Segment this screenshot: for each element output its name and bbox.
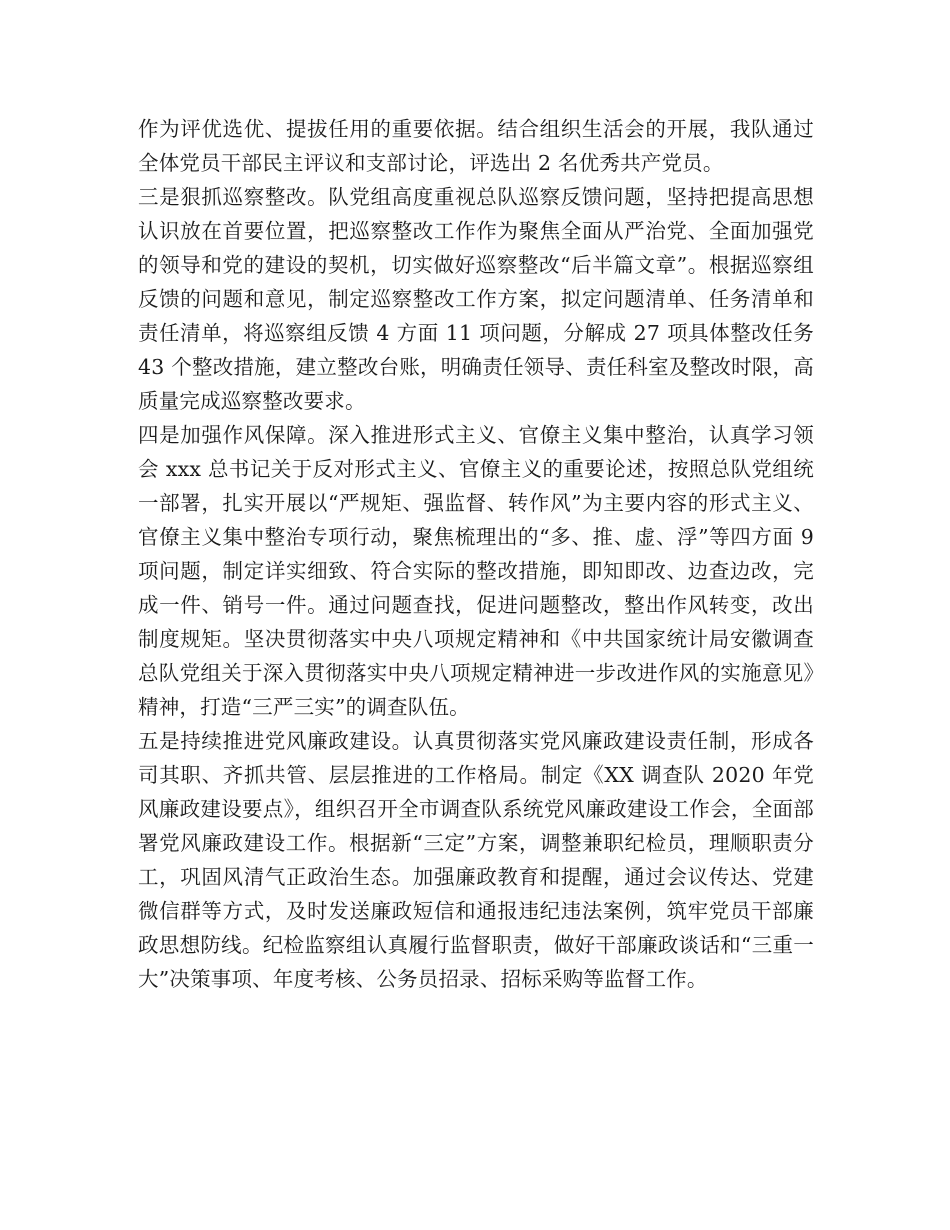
paragraph-work-style: 四是加强作风保障。深入推进形式主义、官僚主义集中整治，认真学习领会 xxx 总书记关于反对形式主义、官僚主义的重要论述，按照总队党组统一部署，扎实开展以“严规矩、强监督、转作风”为主要内容的形式主义、官僚主义集中整治专项行动，聚焦梳理出的“多、推、虚、浮”等四方面 9 项问题，制定详实细致、符合实际的整改措施，即知即改、边查边改，完成一件、销号一件。通过问题查找，促进问题整改，整出作风转变，改出制度规矩。坚决贯彻落实中央八项规定精神和《中共国家统计局安徽调查总队党组关于深入贯彻落实中央八项规定精神进一步改进作风的实施意见》精神，打造“三严三实”的调查队伍。	[138, 423, 814, 719]
paragraph-inspection-rectification: 三是狠抓巡察整改。队党组高度重视总队巡察反馈问题，坚持把提高思想认识放在首要位置，把巡察整改工作作为聚焦全面从严治党、全面加强党的领导和党的建设的契机，切实做好巡察整改“后半篇文章”。根据巡察组反馈的问题和意见，制定巡察整改工作方案，拟定问题清单、任务清单和责任清单，将巡察组反馈 4 方面 11 项问题，分解成 27 项具体整改任务 43 个整改措施，建立整改台账，明确责任领导、责任科室及整改时限，高质量完成巡察整改要求。	[138, 185, 814, 413]
paragraph-excellent-members: 作为评优选优、提拔任用的重要依据。结合组织生活会的开展，我队通过全体党员干部民主评议和支部讨论，评选出 2 名优秀共产党员。	[138, 117, 814, 175]
paragraph-clean-governance: 五是持续推进党风廉政建设。认真贯彻落实党风廉政建设责任制，形成各司其职、齐抓共管、层层推进的工作格局。制定《XX 调查队 2020 年党风廉政建设要点》，组织召开全市调查队系统党风廉政建设工作会，全面部署党风廉政建设工作。根据新“三定”方案，调整兼职纪检员，理顺职责分工，巩固风清气正政治生态。加强廉政教育和提醒，通过会议传达、党建微信群等方式，及时发送廉政短信和通报违纪违法案例，筑牢党员干部廉政思想防线。纪检监察组认真履行监督职责，做好干部廉政谈话和“三重一大”决策事项、年度考核、公务员招录、招标采购等监督工作。	[138, 729, 814, 991]
document-body	[138, 112, 814, 996]
